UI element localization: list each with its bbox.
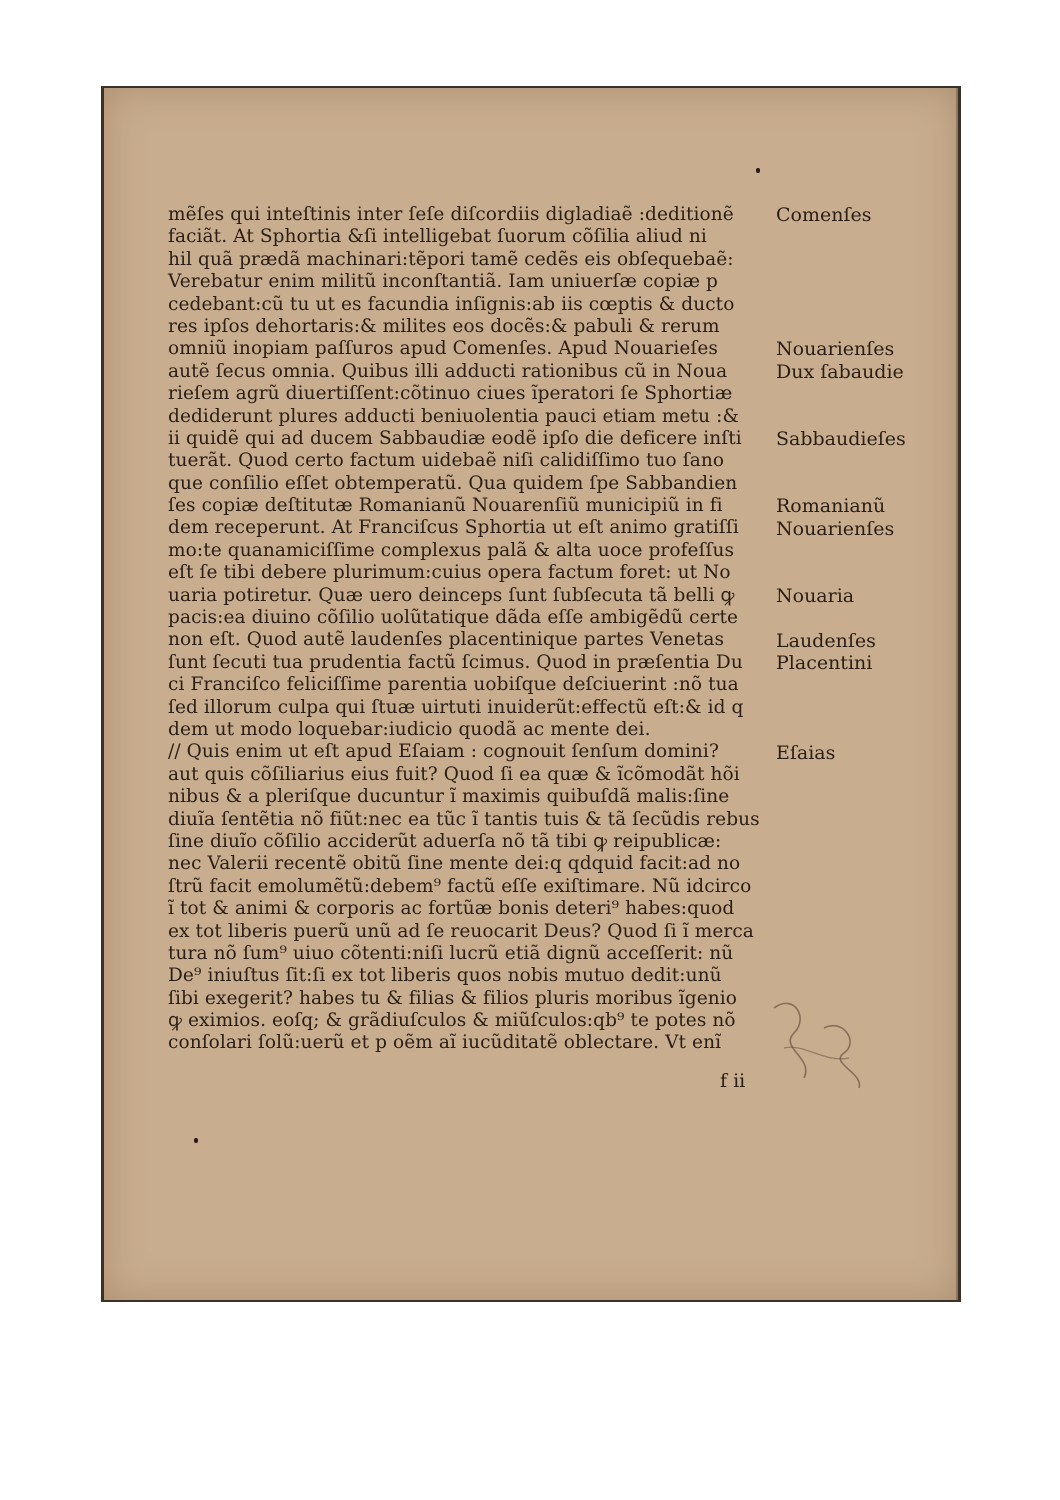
text-line: que conſilio eſſet obtemperatũ. Qua quidem ſpe Sabbandien — [168, 472, 738, 494]
book-page — [104, 88, 958, 1300]
main-text-block — [168, 204, 768, 1055]
text-line: pacis:ea diuino cõſilio uolũtatique dãda eſſe ambigẽdũ certe — [168, 607, 739, 629]
text-line: dem ut modo loquebar:iudicio quodã ac mente dei. — [168, 718, 651, 740]
ink-speck — [756, 168, 760, 173]
margin-note: Nouarienſes — [776, 338, 895, 361]
text-line: faciãt. At Sphortia &ſi intelligebat ſuorum cõſilia aliud ni — [168, 226, 707, 248]
text-line: res ipſos dehortaris:& milites eos docẽs:& pabuli & rerum — [168, 315, 720, 337]
text-line: ſes copiæ deſtitutæ Romanianũ Nouarenſiũ municipiũ in fi — [168, 495, 723, 517]
text-line: ſtrũ facit emolumẽtũ:debem⁹ factũ eſſe exiſtimare. Nũ idcirco — [168, 875, 752, 897]
text-line: mo:te quanamiciſſime complexus palã & alta uoce profeſſus — [168, 539, 735, 561]
text-line: Verebatur enim militũ inconſtantiã. Iam uniuerſæ copiæ p — [168, 271, 718, 293]
margin-note: Nouarienſes — [776, 517, 895, 540]
text-line: non eſt. Quod autẽ laudenſes placentinique partes Venetas — [168, 629, 725, 651]
text-line: ꝙ eximios. eoſq; & grãdiuſculos & miũſculos:qb⁹ te potes nõ — [168, 1010, 736, 1032]
text-line: rieſem agrũ diuertiſſent:cõtinuo ciues ĩperatori ſe Sphortiæ — [168, 383, 733, 405]
text-line: // Quis enim ut eſt apud Eſaiam : cognouit ſenſum domini? — [168, 741, 719, 763]
text-line: autẽ ſecus omnia. Quibus illi adducti rationibus cũ in Noua — [168, 360, 728, 382]
margin-note: Nouaria — [776, 584, 855, 607]
text-line: tuerãt. Quod certo factum uidebaẽ niſi calidiſſimo tuo ſano — [168, 450, 725, 472]
page-edge — [956, 88, 958, 1300]
text-line: dem receperunt. At Franciſcus Sphortia ut eſt animo gratiſſi — [168, 517, 739, 539]
text-line: aut quis cõſiliarius eius fuit? Quod ſi ea quæ & ĩcõmodãt hõi — [168, 763, 740, 785]
text-line: ii quidẽ qui ad ducem Sabbaudiæ eodẽ ipſo die deficere inſti — [168, 427, 742, 449]
text-line: dediderunt plures adducti beniuolentia pauci etiam metu :& — [168, 405, 740, 427]
margin-note: Placentini — [776, 652, 873, 674]
text-line: omniũ inopiam paſſuros apud Comenſes. Apud Nouarieſes — [168, 338, 718, 360]
signature-mark: f ii — [720, 1070, 746, 1092]
margin-note: Dux ſabaudie — [776, 360, 904, 383]
margin-note: Romanianũ — [776, 495, 886, 518]
margin-note: Comenſes — [776, 204, 872, 226]
handwritten-flourish-mark — [764, 988, 884, 1098]
text-line: cedebant:cũ tu ut es facundia inſignis:ab iis cœptis & ducto — [168, 293, 735, 315]
margin-note: Eſaias — [776, 741, 836, 764]
text-line: nibus & a pleriſque ducuntur ĩ maximis quibuſdã malis:ſine — [168, 786, 730, 808]
text-line: ſed illorum culpa qui ſtuæ uirtuti inuiderũt:effectũ eſt:& id q — [168, 696, 744, 718]
margin-note: Sabbaudieſes — [776, 428, 906, 450]
text-line: De⁹ iniuſtus ſit:ſi ex tot liberis quos nobis mutuo dedit:unũ — [168, 965, 722, 987]
text-line: tura nõ ſum⁹ uiuo cõtenti:niſi lucrũ etiã dignũ acceſſerit: nũ — [168, 942, 734, 964]
margin-note: Laudenſes — [776, 629, 876, 652]
text-line: nec Valerii recentẽ obitũ ſine mente dei:q qdquid facit:ad no — [168, 853, 741, 875]
text-line: hil quã prædã machinari:tẽpori tamẽ cedẽs eis obſequebaẽ: — [168, 248, 734, 270]
text-line: eſt ſe tibi debere plurimum:cuius opera factum foret: ut No — [168, 562, 731, 584]
text-line: ſibi exegerit? habes tu & filias & filios pluris moribus ĩgenio — [168, 987, 738, 1009]
text-line: conſolari ſolũ:uerũ et p oẽm aĩ iucũditatẽ oblectare. Vt enĩ — [168, 1032, 722, 1054]
text-line: uaria potiretur. Quæ uero deinceps ſunt ſubſecuta tã belli ꝙ — [168, 584, 735, 606]
text-line: ĩ tot & animi & corporis ac fortũæ bonis deteri⁹ habes:quod — [168, 898, 735, 920]
text-line: ci Franciſco feliciſſime parentia uobiſque deſciuerint :nõ tua — [168, 674, 739, 696]
text-line: ex tot liberis puerũ unũ ad ſe reuocarit Deus? Quod ſi ĩ merca — [168, 920, 754, 942]
text-line: ſine diuĩo cõſilio acciderũt aduerſa nõ tã tibi ꝙ reipublicæ: — [168, 830, 722, 852]
ink-speck — [194, 1138, 198, 1143]
text-line: ſunt ſecuti tua prudentia factũ ſcimus. Quod in præſentia Du — [168, 651, 743, 673]
text-line: mẽſes qui inteſtinis inter ſeſe diſcordiis digladiaẽ :deditionẽ — [168, 204, 734, 225]
text-line: diuĩa ſentẽtia nõ fiũt:nec ea tũc ĩ tantis tuis & tã ſecũdis rebus — [168, 808, 760, 830]
